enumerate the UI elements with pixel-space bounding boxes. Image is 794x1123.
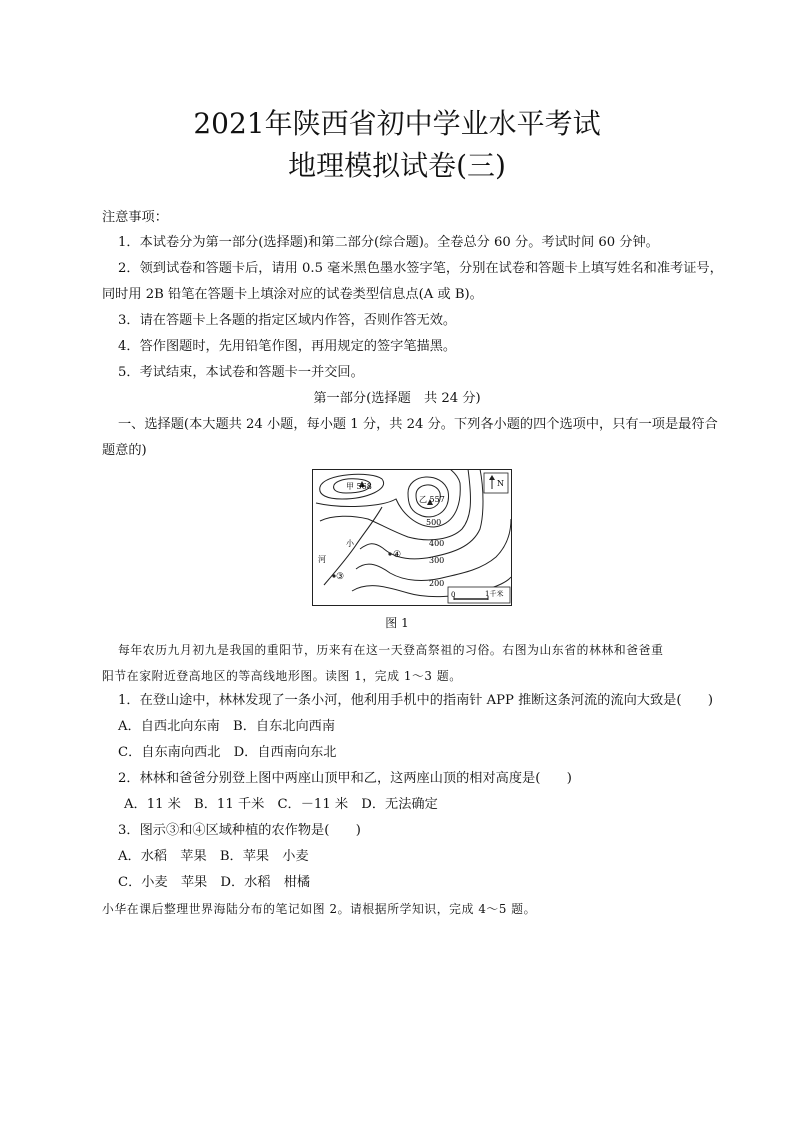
question-option: C．小麦 苹果 D．水稻 柑橘 [118,875,311,890]
notice-item: 1．本试卷分为第一部分(选择题)和第二部分(综合题)。全卷总分 60 分。考试时间 60 分钟。 [118,235,659,250]
river-label-he: 河 [318,555,326,564]
notice-heading: 注意事项： [102,210,168,225]
part-heading: 第一部分(选择题 共 24 分) [313,391,481,406]
material-text: 每年农历九月初九是我国的重阳节，历来有在这一天登高祭祖的习俗。右图为山东省的林林和爸爸重 [118,643,664,657]
notice-item: 3．请在答题卡上各题的指定区域内作答，否则作答无效。 [118,313,457,328]
question-option: A．水稻 苹果 B．苹果 小麦 [118,849,309,864]
contour-label-200: 200 [429,579,445,588]
section-instruction: 一、选择题(本大题共 24 小题，每小题 1 分，共 24 分。下列各小题的四个选项中，只有一项是最符合 [118,417,718,432]
peak-jia-label: 甲 568 [346,482,372,491]
peak-yi-label: 乙 557 [419,495,445,504]
exam-subtitle: 地理模拟试卷(三) [288,149,506,182]
scale-1km-label: 1千米 [485,590,504,598]
notice-item: 4．答作图题时，先用铅笔作图，再用规定的签字笔描黑。 [118,339,457,354]
exam-title: 2021年陕西省初中学业水平考试 [193,107,601,140]
north-label: N [497,479,504,488]
area-3-label: ③ [336,572,345,582]
contour-label-400: 400 [429,539,445,548]
question-stem: 2．林林和爸爸分别登上图中两座山顶甲和乙，这两座山顶的相对高度是( ) [118,771,572,786]
notice-item: 5．考试结束，本试卷和答题卡一并交回。 [118,365,364,380]
area-4-label: ④ [393,550,402,560]
notice-item: 同时用 2B 铅笔在答题卡上填涂对应的试卷类型信息点(A 或 B)。 [102,287,483,302]
material-text: 小华在课后整理世界海陆分布的笔记如图 2。请根据所学知识，完成 4～5 题。 [102,902,537,916]
river-label-xiao: 小 [346,539,354,548]
question-option: A．11 米 B．11 千米 C．－11 米 D．无法确定 [124,797,438,812]
question-stem: 3．图示③和④区域种植的农作物是( ) [118,823,361,838]
question-option: C．自东南向西北 D．自西南向东北 [118,745,337,760]
contour-label-500: 500 [426,518,442,527]
scale-zero-label: 0 [451,591,456,599]
question-option: A．自西北向东南 B．自东北向西南 [118,719,336,734]
material-text: 阳节在家附近登高地区的等高线地形图。读图 1，完成 1～3 题。 [102,669,462,683]
figure-caption: 图 1 [385,616,409,630]
notice-item: 2．领到试卷和答题卡后，请用 0.5 毫米黑色墨水签字笔，分别在试卷和答题卡上填写姓名和准考证号， [118,261,723,276]
contour-map [312,469,512,606]
section-instruction: 题意的) [102,443,147,458]
contour-label-300: 300 [429,556,445,565]
question-stem: 1．在登山途中，林林发现了一条小河，他利用手机中的指南针 APP 推断这条河流的流向大致是( ) [118,693,714,708]
